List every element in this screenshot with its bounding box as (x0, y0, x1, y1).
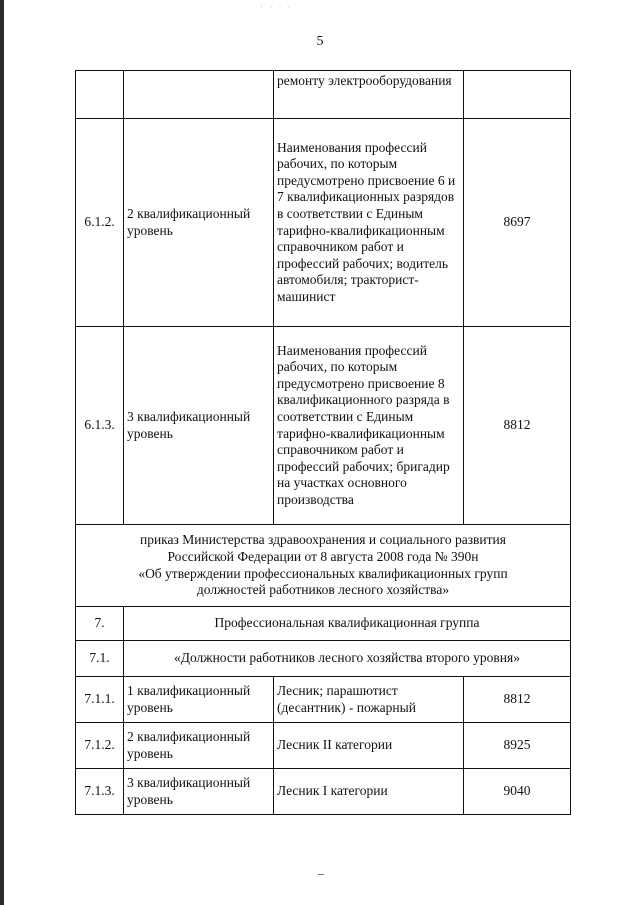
value-cell: 8925 (464, 723, 571, 769)
subgroup-title-cell: «Должности работников лесного хозяйства второго уровня» (124, 641, 571, 677)
table-row (76, 723, 571, 769)
table-row (76, 677, 571, 723)
value-cell: 8812 (464, 327, 571, 525)
value-cell: 8812 (464, 677, 571, 723)
level-cell: 2 квалификационный уровень (124, 723, 274, 769)
group-title-cell: Профессиональная квалификационная группа (124, 607, 571, 641)
table-row (76, 769, 571, 815)
order-reference-cell (76, 525, 571, 607)
row-number-cell: 7. (76, 607, 124, 641)
table-row (76, 525, 571, 607)
row-number-cell: 6.1.3. (76, 327, 124, 525)
table-row (76, 607, 571, 641)
description-cell: ремонту электрооборудования (274, 71, 464, 119)
row-number-cell: 7.1. (76, 641, 124, 677)
salary-table (75, 70, 571, 815)
page-number: 5 (316, 34, 324, 49)
description-cell: Лесник I категории (274, 769, 464, 815)
description-cell: Наименования профессий рабочих, по которым предусмотрено присвоение 6 и 7 квалификационных разрядов в соответствии с Единым тарифно-квалификационным справочником работ и профессий рабочих; водитель автомобиля; тракторист-машинист (274, 119, 464, 327)
row-number-cell: 7.1.1. (76, 677, 124, 723)
row-number-cell: 7.1.2. (76, 723, 124, 769)
order-line: приказ Министерства здравоохранения и социального развития (139, 532, 506, 548)
level-cell (124, 71, 274, 119)
order-line: должностей работников лесного хозяйства» (196, 582, 450, 598)
description-cell: Лесник II категории (274, 723, 464, 769)
scan-left-edge (0, 0, 4, 905)
level-cell: 1 квалификационный уровень (124, 677, 274, 723)
row-number-cell: 6.1.2. (76, 119, 124, 327)
value-cell: 9040 (464, 769, 571, 815)
level-cell: 3 квалификационный уровень (124, 769, 274, 815)
order-line: Российской Федерации от 8 августа 2008 года № 390н (167, 548, 479, 564)
value-cell: 8697 (464, 119, 571, 327)
table-row (76, 119, 571, 327)
level-cell: 3 квалификационный уровень (124, 327, 274, 525)
description-cell: Лесник; парашютист (десантник) - пожарный (274, 677, 464, 723)
value-cell (464, 71, 571, 119)
table-row (76, 327, 571, 525)
description-cell: Наименования профессий рабочих, по которым предусмотрено присвоение 8 квалификационного разряда в соответствии с Единым тарифно-квалификационным справочником работ и профессий рабочих; бригадир на участках основного производства (274, 327, 464, 525)
order-line: «Об утверждении профессиональных квалификационных групп (138, 565, 508, 581)
scan-mark (318, 874, 324, 875)
row-number-cell: 7.1.3. (76, 769, 124, 815)
row-number-cell (76, 71, 124, 119)
table-row (76, 71, 571, 119)
scan-noise: · · · · (260, 2, 293, 12)
table-row (76, 641, 571, 677)
level-cell: 2 квалификационный уровень (124, 119, 274, 327)
